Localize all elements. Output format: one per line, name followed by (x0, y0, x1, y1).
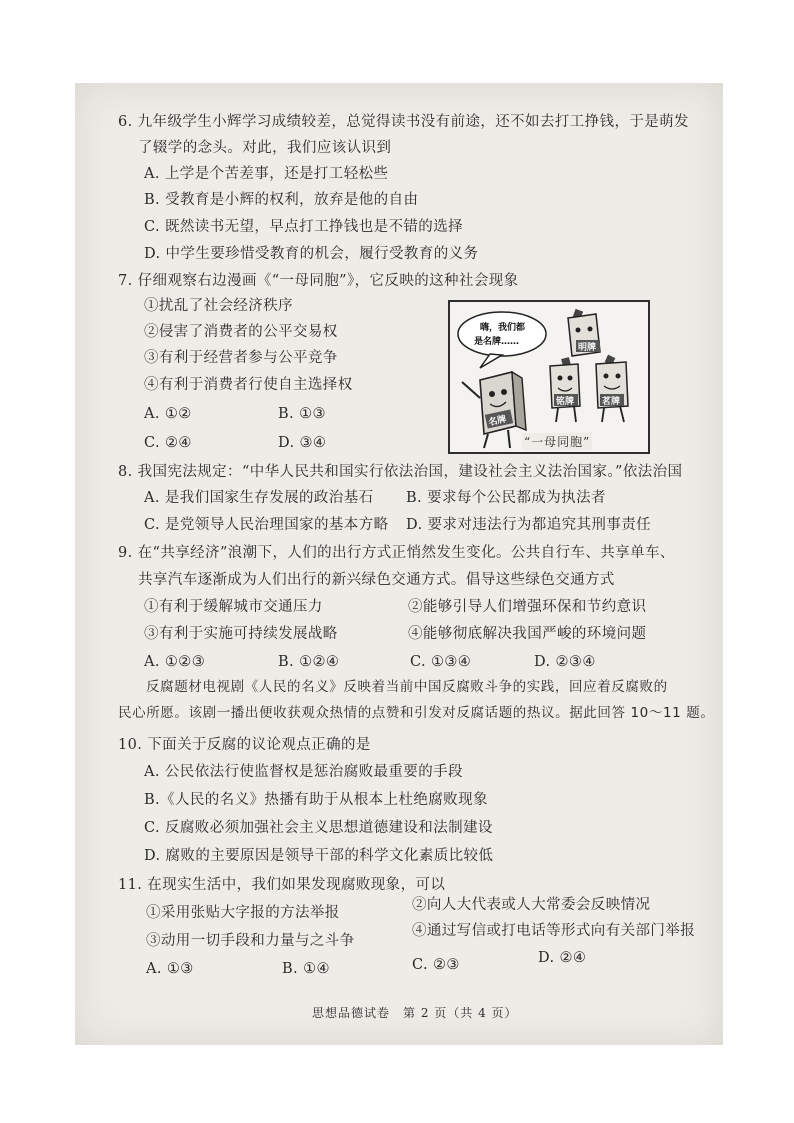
q11-option-a: A. ①③ (146, 961, 194, 977)
cartoon-caption: “一母同胞” (524, 435, 591, 449)
q9-stem-line1: 9. 在“共享经济”浪潮下，人们的出行方式正悄然发生变化。公共自行车、共享单车、 (118, 545, 675, 561)
q9-statement-2: ②能够引导人们增强环保和节约意识 (408, 599, 647, 615)
q11-option-b: B. ①④ (282, 961, 330, 977)
q11-statement-4: ④通过写信或打电话等形式向有关部门举报 (412, 923, 696, 939)
q10-option-a: A. 公民依法行使监督权是惩治腐败最重要的手段 (144, 764, 463, 780)
q7-statement-1: ①扰乱了社会经济秩序 (144, 298, 293, 314)
q9-option-a: A. ①②③ (144, 654, 206, 670)
cartoon-speech-line2: 是名牌…… (474, 337, 520, 347)
q9-statement-4: ④能够彻底解决我国严峻的环境问题 (408, 626, 647, 642)
label-mingpai-3: 铭牌 (556, 397, 575, 407)
q7-option-d: D. ③④ (278, 435, 327, 451)
q11-stem: 11. 在现实生活中，我们如果发现腐败现象，可以 (118, 877, 446, 893)
q9-statement-1: ①有利于缓解城市交通压力 (144, 599, 323, 615)
page-footer: 思想品德试卷 第 2 页（共 4 页） (312, 1006, 518, 1020)
label-mingpai-2: 明牌 (578, 343, 597, 353)
q6-option-c: C. 既然读书无望，早点打工挣钱也是不错的选择 (144, 219, 463, 235)
q8-option-c: C. 是党领导人民治理国家的基本方略 (144, 517, 389, 533)
q7-option-a: A. ①② (144, 406, 192, 422)
q9-option-b: B. ①②④ (278, 654, 340, 670)
q6-option-d: D. 中学生要珍惜受教育的机会，履行受教育的义务 (144, 246, 479, 262)
q10-stem: 10. 下面关于反腐的议论观点正确的是 (118, 737, 371, 753)
q8-option-a: A. 是我们国家生存发展的政治基石 (144, 490, 374, 506)
box-character-middle (550, 357, 580, 422)
q6-option-b: B. 受教育是小辉的权利，放弃是他的自由 (144, 192, 419, 208)
q6-option-a: A. 上学是个苦差事，还是打工轻松些 (144, 166, 389, 182)
q7-option-b: B. ①③ (278, 406, 326, 422)
q11-statement-3: ③动用一切手段和力量与之斗争 (146, 933, 355, 949)
cartoon-speech-line1: 嗨，我们都 (480, 323, 526, 333)
q10-option-b: B.《人民的名义》热播有助于从根本上杜绝腐败现象 (144, 792, 488, 808)
q9-option-d: D. ②③④ (534, 654, 596, 670)
q11-option-c: C. ②③ (412, 957, 460, 973)
q8-option-d: D. 要求对违法行为都追究其刑事责任 (406, 517, 652, 533)
q9-option-c: C. ①③④ (410, 654, 472, 670)
q6-stem-line2: 了辍学的念头。对此，我们应该认识到 (138, 140, 392, 156)
q9-stem-line2: 共享汽车逐渐成为人们出行的新兴绿色交通方式。倡导这些绿色交通方式 (138, 572, 615, 588)
q10-option-d: D. 腐败的主要原因是领导干部的科学文化素质比较低 (144, 848, 494, 864)
q6-stem-line1: 6. 九年级学生小辉学习成绩较差，总觉得读书没有前途，还不如去打工挣钱，于是萌发 (118, 114, 689, 130)
passage-line2: 民心所愿。该剧一播出便收获观众热情的点赞和引发对反腐话题的热议。据此回答 10～11 题。 (118, 705, 715, 721)
q7-statement-3: ③有利于经营者参与公平竞争 (144, 350, 338, 366)
label-mingpai-4: 茗牌 (602, 397, 621, 407)
cartoon-image (448, 300, 650, 454)
q7-option-c: C. ②④ (144, 435, 192, 451)
box-character-large (462, 372, 526, 448)
q10-option-c: C. 反腐败必须加强社会主义思想道德建设和法制建设 (144, 820, 493, 836)
label-mingpai-1: 名牌 (487, 414, 508, 429)
q7-statement-2: ②侵害了消费者的公平交易权 (144, 324, 338, 340)
box-character-top (568, 309, 600, 356)
q8-stem: 8. 我国宪法规定：“中华人民共和国实行依法治国，建设社会主义法治国家。”依法治国 (118, 464, 683, 480)
box-character-right (596, 355, 628, 422)
q8-option-b: B. 要求每个公民都成为执法者 (406, 490, 606, 506)
q11-option-d: D. ②④ (538, 950, 587, 966)
q7-statement-4: ④有利于消费者行使自主选择权 (144, 377, 353, 393)
q7-stem: 7. 仔细观察右边漫画《“一母同胞”》，它反映的这种社会现象 (118, 273, 519, 289)
q11-statement-1: ①采用张贴大字报的方法举报 (146, 905, 340, 921)
q9-statement-3: ③有利于实施可持续发展战略 (144, 626, 338, 642)
passage-line1: 反腐题材电视剧《人民的名义》反映着当前中国反腐败斗争的实践，回应着反腐败的 (146, 679, 668, 695)
q11-statement-2: ②向人大代表或人大常委会反映情况 (412, 897, 651, 913)
